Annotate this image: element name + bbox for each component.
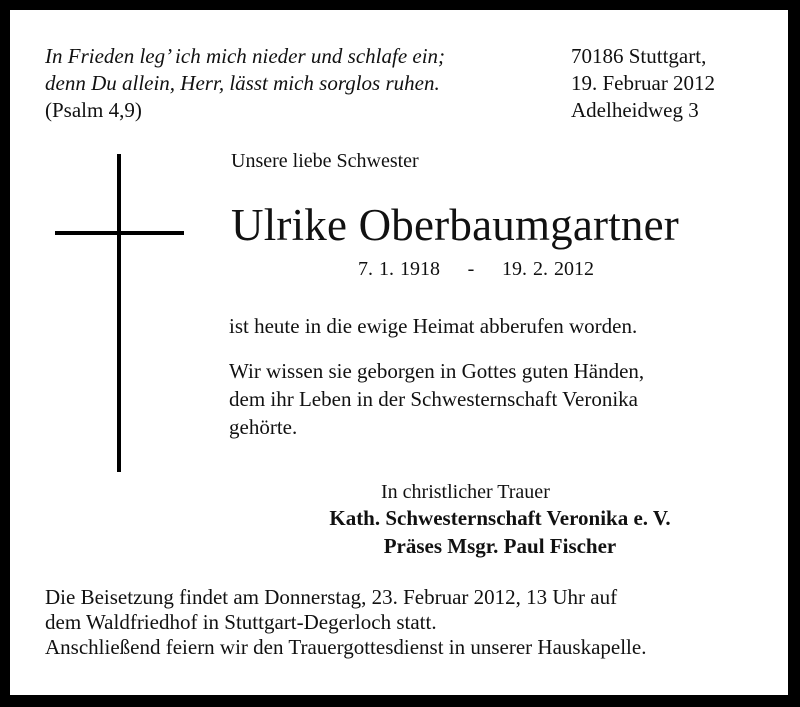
cross-icon-horizontal	[55, 231, 184, 235]
mourner-organization: Kath. Schwesternschaft Veronika e. V.	[329, 506, 671, 530]
funeral-line: dem Waldfriedhof in Stuttgart-Degerloch statt.	[45, 610, 437, 634]
life-dates	[358, 258, 594, 281]
address-city: 70186 Stuttgart,	[571, 44, 707, 68]
paragraph-line: gehörte.	[229, 415, 298, 439]
funeral-line: Anschließend feiern wir den Trauergottesdienst in unserer Hauskapelle.	[45, 635, 647, 659]
statement-text: ist heute in die ewige Heimat abberufen worden.	[229, 314, 638, 338]
deceased-name: Ulrike Oberbaumgartner	[231, 200, 679, 250]
place-date-address	[571, 43, 715, 124]
birth-date: 7. 1. 1918	[358, 258, 440, 280]
address-street: Adelheidweg 3	[571, 98, 699, 122]
memorial-paragraph	[229, 357, 644, 441]
funeral-line: Die Beisetzung findet am Donnerstag, 23. Februar 2012, 13 Uhr auf	[45, 585, 618, 609]
psalm-quote	[45, 43, 445, 124]
psalm-line: denn Du allein, Herr, lässt mich sorglos ruhen.	[45, 71, 440, 95]
intro-text: Unsere liebe Schwester	[231, 150, 419, 172]
cross-icon-vertical	[117, 154, 121, 472]
funeral-details	[45, 585, 646, 660]
paragraph-line: dem ihr Leben in der Schwesternschaft Veronika	[229, 387, 638, 411]
paragraph-line: Wir wissen sie geborgen in Gottes guten Händen,	[229, 359, 645, 383]
date-separator: -	[467, 258, 475, 280]
death-date: 19. 2. 2012	[502, 258, 594, 280]
mourners-signature	[230, 504, 770, 560]
psalm-line: In Frieden leg’ ich mich nieder und schlafe ein;	[45, 44, 446, 68]
mourner-person: Präses Msgr. Paul Fischer	[383, 534, 617, 558]
psalm-reference: (Psalm 4,9)	[45, 98, 142, 122]
address-date: 19. Februar 2012	[571, 71, 716, 95]
mourning-heading: In christlicher Trauer	[381, 481, 550, 503]
